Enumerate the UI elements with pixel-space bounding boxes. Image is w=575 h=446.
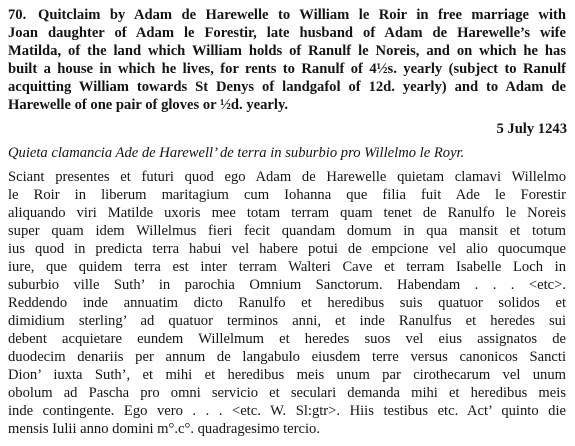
latin-text-line-14: inde contingente. Ego vero . . . <etc. W. Sl:gtr>. Hiis testibus etc. Act’ quinto die	[8, 403, 566, 419]
entry-number: 70.	[8, 7, 27, 23]
latin-text-line-15: mensis Iulii anno domini m°.c°. quadragesimo tercio.	[8, 421, 320, 437]
summary-line-text: Quitclaim by Adam de Harewelle to William le Roir in free marriage with	[38, 7, 566, 23]
latin-text-line-1: Sciant presentes et futuri quod ego Adam de Harewelle quietam clamavi Willelmo	[8, 169, 566, 185]
entry-summary-line-6: Harewelle of one pair of gloves or ½d. yearly.	[8, 97, 289, 113]
latin-text-line-4: super quam idem Willelmus fieri fecit quandam domum in qua mansit et totum	[8, 223, 566, 239]
latin-text-line-2: le Roir in liberum maritagium cum Iohanna que filia fuit Ade le Forestir	[8, 187, 566, 203]
latin-text-line-11: duodecim denariis per annum de langabulo eiusdem terre versus canonicos Sancti	[8, 349, 566, 365]
entry-summary-line-5: acquitting William towards St Denys of landgafol of 12d. yearly) and to Adam de	[8, 79, 566, 95]
entry-summary-line-3: Matilda, of the land which William holds of Ranulf le Noreis, and on which he has	[8, 43, 566, 59]
entry-date: 5 July 1243	[496, 121, 567, 137]
latin-text-line-6: iure, que quidem terra est inter terram Walteri Cave et terram Isabelle Loch in	[8, 259, 566, 275]
latin-text-line-7: suburbio ville Suth’ in parochia Omnium Sanctorum. Habendam . . . <etc>.	[8, 277, 566, 293]
latin-heading: Quieta clamancia Ade de Harewell’ de terra in suburbio pro Willelmo le Royr.	[8, 145, 465, 161]
latin-text-line-5: ius quod in predicta terra habui vel habere potui de empcione vel alio quocumque	[8, 241, 566, 257]
latin-text-line-8: Reddendo inde annuatim dicto Ranulfo et heredibus suis quatuor solidos et	[8, 295, 566, 311]
latin-text-line-13: obolum ad Pascha pro omni servicio et seculari demanda mihi et heredibus meis	[8, 385, 566, 401]
latin-text-line-12: Dion’ iuxta Suth’, et mihi et heredibus meis unum par cirothecarum vel unum	[8, 367, 566, 383]
latin-text-line-9: dimidium sterling’ ad quatuor terminos anni, et inde Ranulfus et heredes sui	[8, 313, 566, 329]
entry-summary-line-2: Joan daughter of Adam le Forestir, late husband of Adam de Harewelle’s wife	[8, 25, 566, 41]
entry-summary-line-4: built a house in which he lives, for rents to Ranulf of 4½s. yearly (subject to Ranulf	[8, 61, 566, 77]
entry-summary-line-1	[8, 6, 566, 24]
latin-text-line-3: aliquando viri Matilde uxoris mee totam terram quam tenet de Ranulfo le Noreis	[8, 205, 566, 221]
latin-text-line-10: debent acquietare eundem Willelmum et heredes suos vel eius assignatos de	[8, 331, 566, 347]
